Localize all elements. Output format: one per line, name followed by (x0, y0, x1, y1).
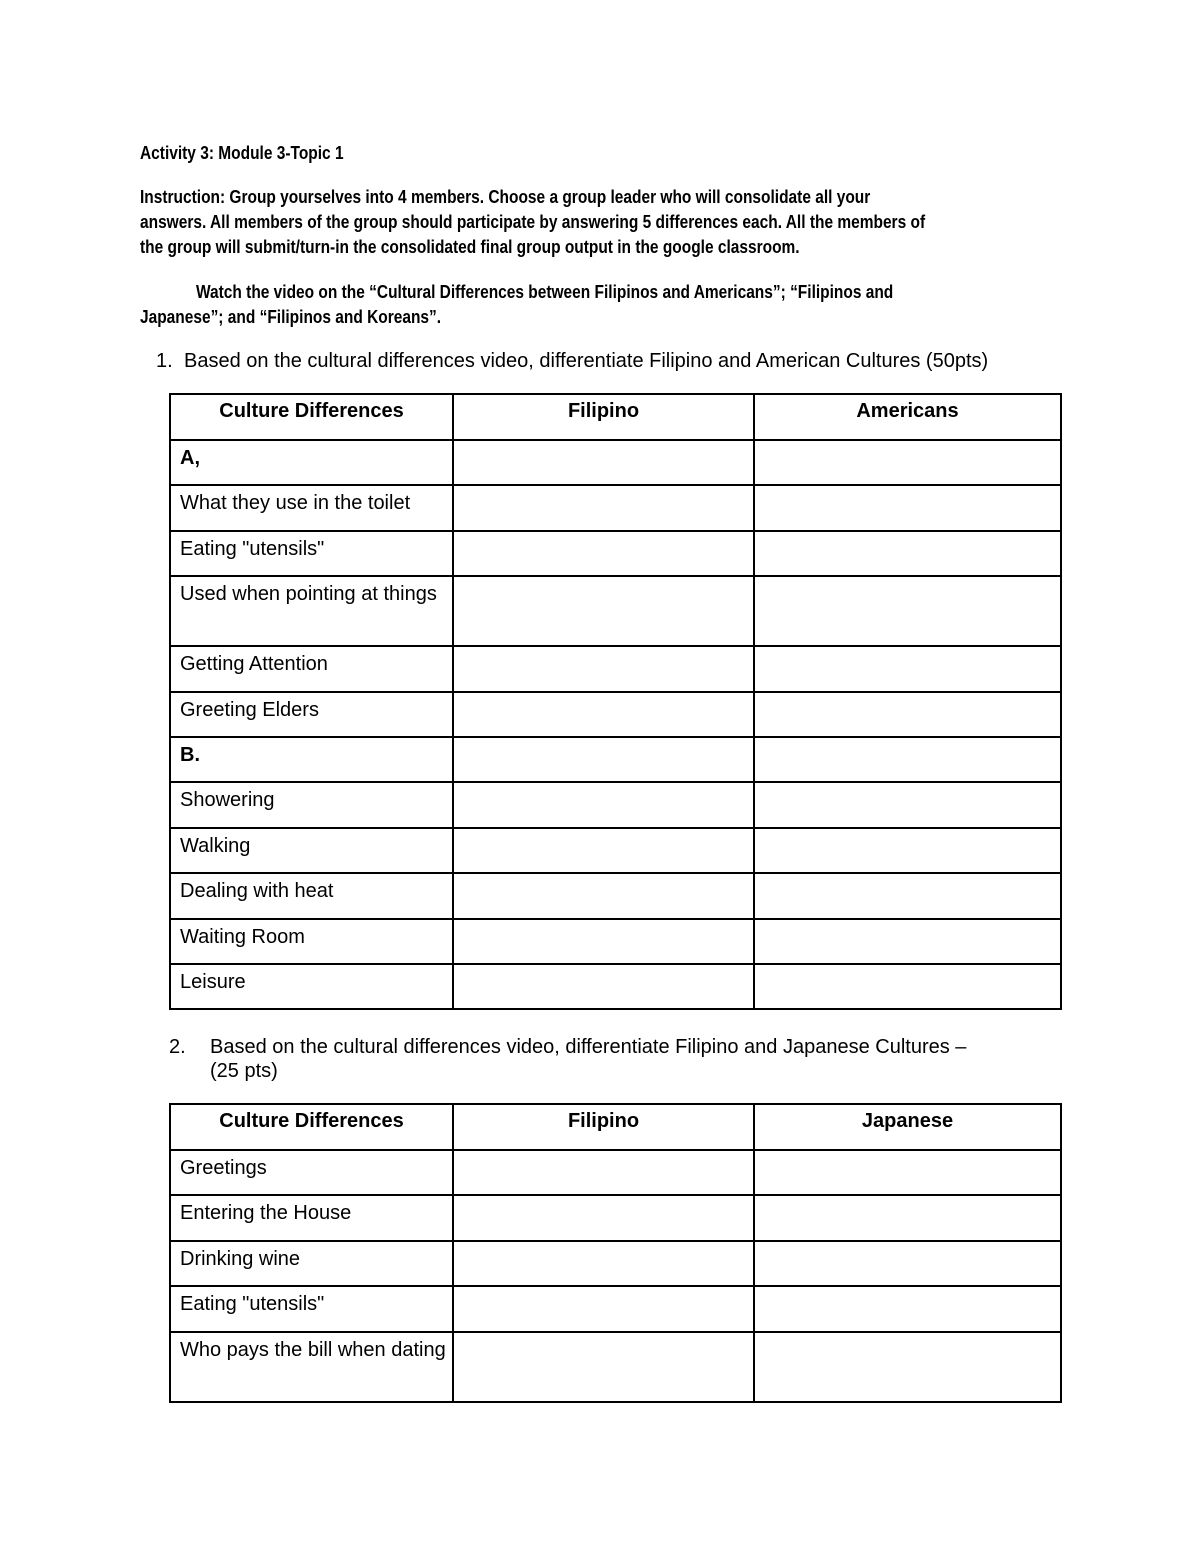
row-label: A, (170, 440, 453, 485)
japanese-answer-cell[interactable] (754, 1150, 1061, 1195)
filipino-answer-cell[interactable] (453, 964, 754, 1009)
header-culture-differences: Culture Differences (170, 1104, 453, 1150)
table-row (170, 1195, 1061, 1241)
instruction-line-2: answers. All members of the group should participate by answering 5 differences each. All the members of (140, 212, 926, 232)
row-label: Greeting Elders (170, 692, 453, 737)
americans-answer-cell[interactable] (754, 692, 1061, 737)
japanese-comparison-table (169, 1103, 1062, 1403)
americans-answer-cell[interactable] (754, 485, 1061, 531)
americans-answer-cell[interactable] (754, 873, 1061, 919)
table-row (170, 440, 1061, 485)
japanese-answer-cell[interactable] (754, 1195, 1061, 1241)
header-filipino: Filipino (453, 1104, 754, 1150)
question-1-number: 1. (156, 350, 173, 372)
filipino-answer-cell[interactable] (453, 1150, 754, 1195)
header-filipino: Filipino (453, 394, 754, 440)
filipino-answer-cell[interactable] (453, 737, 754, 782)
row-label: Walking (170, 828, 453, 873)
filipino-answer-cell[interactable] (453, 646, 754, 692)
americans-answer-cell[interactable] (754, 919, 1061, 964)
filipino-answer-cell[interactable] (453, 1286, 754, 1332)
row-label: Dealing with heat (170, 873, 453, 919)
filipino-answer-cell[interactable] (453, 782, 754, 828)
filipino-answer-cell[interactable] (453, 1241, 754, 1286)
filipino-answer-cell[interactable] (453, 576, 754, 646)
row-label: B. (170, 737, 453, 782)
filipino-answer-cell[interactable] (453, 440, 754, 485)
table-row (170, 531, 1061, 576)
question-2-text-line-1: Based on the cultural differences video, differentiate Filipino and Japanese Cultures – (210, 1036, 967, 1058)
americans-answer-cell[interactable] (754, 440, 1061, 485)
americans-answer-cell[interactable] (754, 828, 1061, 873)
row-label: What they use in the toilet (170, 485, 453, 531)
watch-line-2: Japanese”; and “Filipinos and Koreans”. (140, 307, 442, 327)
americans-answer-cell[interactable] (754, 646, 1061, 692)
row-label: Entering the House (170, 1195, 453, 1241)
americans-answer-cell[interactable] (754, 576, 1061, 646)
row-label: Used when pointing at things (170, 576, 453, 646)
filipino-answer-cell[interactable] (453, 1332, 754, 1402)
row-label: Eating "utensils" (170, 531, 453, 576)
japanese-answer-cell[interactable] (754, 1286, 1061, 1332)
question-1-text: Based on the cultural differences video, differentiate Filipino and American Cultures (50pts) (184, 350, 989, 372)
filipino-answer-cell[interactable] (453, 531, 754, 576)
table-row (170, 964, 1061, 1009)
row-label: Drinking wine (170, 1241, 453, 1286)
table-header-row (170, 394, 1061, 440)
header-japanese: Japanese (754, 1104, 1061, 1150)
americans-answer-cell[interactable] (754, 782, 1061, 828)
table-row (170, 1286, 1061, 1332)
americans-answer-cell[interactable] (754, 531, 1061, 576)
instruction-line-1: Instruction: Group yourselves into 4 members. Choose a group leader who will consolidate all your (140, 187, 871, 207)
japanese-answer-cell[interactable] (754, 1332, 1061, 1402)
table-row (170, 692, 1061, 737)
table-row (170, 1241, 1061, 1286)
table-row (170, 485, 1061, 531)
filipino-answer-cell[interactable] (453, 828, 754, 873)
american-comparison-table (169, 393, 1062, 1010)
row-label: Leisure (170, 964, 453, 1009)
instruction-line-3: the group will submit/turn-in the consolidated final group output in the google classroom. (140, 237, 800, 257)
table-header-row (170, 1104, 1061, 1150)
japanese-answer-cell[interactable] (754, 1241, 1061, 1286)
table-row (170, 576, 1061, 646)
row-label: Showering (170, 782, 453, 828)
filipino-answer-cell[interactable] (453, 692, 754, 737)
table-row (170, 782, 1061, 828)
table-row (170, 919, 1061, 964)
row-label: Who pays the bill when dating (170, 1332, 453, 1402)
americans-answer-cell[interactable] (754, 737, 1061, 782)
table-row (170, 737, 1061, 782)
filipino-answer-cell[interactable] (453, 919, 754, 964)
filipino-answer-cell[interactable] (453, 1195, 754, 1241)
filipino-answer-cell[interactable] (453, 485, 754, 531)
row-label: Eating "utensils" (170, 1286, 453, 1332)
americans-answer-cell[interactable] (754, 964, 1061, 1009)
row-label: Getting Attention (170, 646, 453, 692)
header-americans: Americans (754, 394, 1061, 440)
table-row (170, 1332, 1061, 1402)
table-row (170, 646, 1061, 692)
activity-title: Activity 3: Module 3-Topic 1 (140, 143, 344, 163)
question-2-number: 2. (169, 1036, 186, 1058)
filipino-answer-cell[interactable] (453, 873, 754, 919)
table-row (170, 1150, 1061, 1195)
table-row (170, 873, 1061, 919)
table-row (170, 828, 1061, 873)
header-culture-differences: Culture Differences (170, 394, 453, 440)
row-label: Waiting Room (170, 919, 453, 964)
watch-line-1: Watch the video on the “Cultural Differences between Filipinos and Americans”; “Filipinos and (196, 282, 894, 302)
row-label: Greetings (170, 1150, 453, 1195)
question-2-text-line-2: (25 pts) (210, 1060, 278, 1082)
